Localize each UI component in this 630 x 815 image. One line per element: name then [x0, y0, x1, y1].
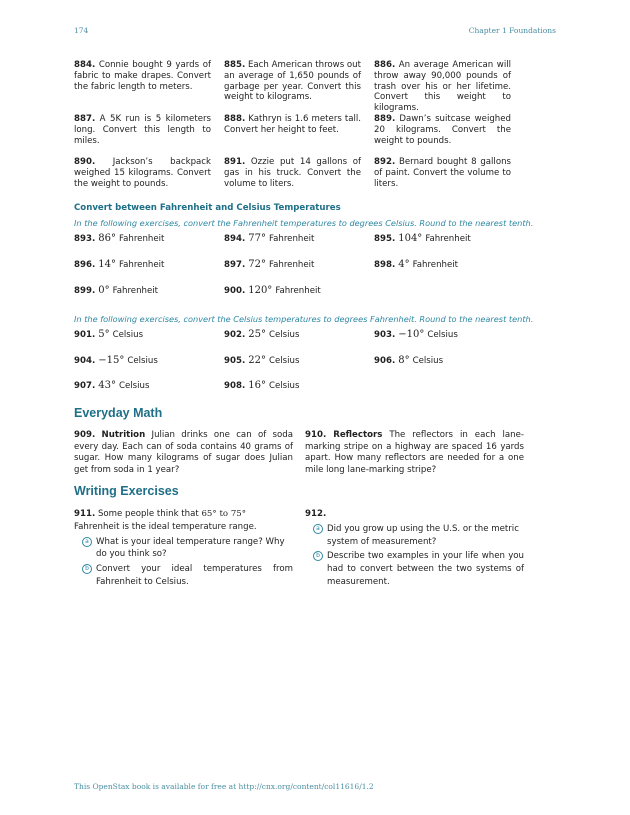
exercise-911-part-b: b Convert your ideal temperatures from Fahrenheit to Celsius. — [82, 563, 293, 589]
temperature-row — [74, 380, 534, 391]
temperature-row — [74, 285, 534, 296]
conversion-exercises — [74, 60, 511, 189]
exercise-887: 887. A 5K run is 5 kilometers long. Convert this length to miles. — [74, 114, 211, 146]
exercise-895: 895. 104° Fahrenheit — [374, 233, 471, 244]
instructions-c-to-f: In the following exercises, convert the Celsius temperatures to degrees Fahrenheit. Round to the nearest tenth. — [74, 314, 534, 324]
exercise-row — [74, 60, 511, 114]
exercise-907: 907. 43° Celsius — [74, 380, 150, 391]
exercise-900: 900. 120° Fahrenheit — [224, 285, 321, 296]
marker-b-icon: b — [313, 551, 323, 561]
footer-availability-note: This OpenStax book is available for free at http://cnx.org/content/col11616/1.2 — [74, 782, 374, 791]
temperature-row — [74, 329, 534, 340]
exercise-899: 899. 0° Fahrenheit — [74, 285, 159, 296]
exercise-905: 905. 22° Celsius — [224, 355, 300, 366]
exercise-909: 909. Nutrition Julian drinks one can of soda every day. Each can of soda contains 40 grams of sugar. How many kilograms of sugar does Julian get from soda in 1 year? — [74, 430, 293, 475]
exercise-888: 888. Kathryn is 1.6 meters tall. Convert her height to feet. — [224, 114, 361, 135]
exercise-912-number: 912. — [305, 509, 327, 519]
exercise-910: 910. Reflectors The reflectors in each lane-marking stripe on a highway are spaced 16 yards apart. How many reflectors are needed for a one mile long lane-marking stripe? — [305, 430, 525, 475]
exercise-885: 885. Each American throws out an average of 1,650 pounds of garbage per year. Convert this weight to kilograms. — [224, 60, 361, 103]
temperature-row — [74, 259, 534, 270]
marker-a-icon: a — [82, 537, 92, 547]
exercise-903: 903. −10° Celsius — [374, 329, 458, 340]
exercise-902: 902. 25° Celsius — [224, 329, 300, 340]
exercise-906: 906. 8° Celsius — [374, 355, 444, 366]
exercise-886: 886. An average American will throw away 90,000 pounds of trash over his or her lifetime. Convert this weight to kilograms. — [374, 60, 511, 114]
heading-writing-exercises: Writing Exercises — [74, 484, 179, 498]
instructions-f-to-c: In the following exercises, convert the Fahrenheit temperatures to degrees Celsius. Round to the nearest tenth. — [74, 218, 534, 228]
exercise-row — [74, 114, 511, 157]
chapter-title: Chapter 1 Foundations — [468, 26, 556, 35]
marker-a-icon: a — [313, 524, 323, 534]
exercise-897: 897. 72° Fahrenheit — [224, 259, 315, 270]
exercise-904: 904. −15° Celsius — [74, 355, 158, 366]
exercise-896: 896. 14° Fahrenheit — [74, 259, 165, 270]
exercise-890: 890. Jackson’s backpack weighed 15 kilograms. Convert the weight to pounds. — [74, 157, 211, 189]
exercise-894: 894. 77° Fahrenheit — [224, 233, 315, 244]
exercise-893: 893. 86° Fahrenheit — [74, 233, 165, 244]
heading-everyday-math: Everyday Math — [74, 406, 163, 420]
exercise-898: 898. 4° Fahrenheit — [374, 259, 459, 270]
exercise-912-part-a: a Did you grow up using the U.S. or the metric system of measurement? — [313, 523, 524, 549]
exercise-892: 892. Bernard bought 8 gallons of paint. Convert the volume to liters. — [374, 157, 512, 189]
exercise-901: 901. 5° Celsius — [74, 329, 144, 340]
exercise-911-stem: 911. Some people think that 65° to 75° Fahrenheit is the ideal temperature range. — [74, 509, 257, 532]
exercise-912 — [305, 508, 524, 589]
temperature-row — [74, 355, 534, 366]
exercise-908: 908. 16° Celsius — [224, 380, 300, 391]
exercise-row — [74, 157, 511, 189]
page-number: 174 — [74, 26, 89, 35]
exercise-911-part-a: a What is your ideal temperature range? Why do you think so? — [82, 536, 293, 562]
exercise-889: 889. Dawn’s suitcase weighed 20 kilograms. Convert the weight to pounds. — [374, 114, 511, 146]
exercise-912-part-b: b Describe two examples in your life when you had to convert between the two systems of measurement. — [313, 550, 524, 588]
temperature-row — [74, 233, 534, 244]
section-title-temperature: Convert between Fahrenheit and Celsius Temperatures — [74, 203, 341, 213]
exercise-884: 884. Connie bought 9 yards of fabric to make drapes. Convert the fabric length to meters. — [74, 60, 211, 92]
marker-b-icon: b — [82, 564, 92, 574]
exercise-911 — [74, 508, 293, 589]
writing-exercises — [74, 508, 524, 589]
everyday-math-exercises — [74, 430, 524, 476]
exercise-891: 891. Ozzie put 14 gallons of gas in his truck. Convert the volume to liters. — [224, 157, 362, 189]
